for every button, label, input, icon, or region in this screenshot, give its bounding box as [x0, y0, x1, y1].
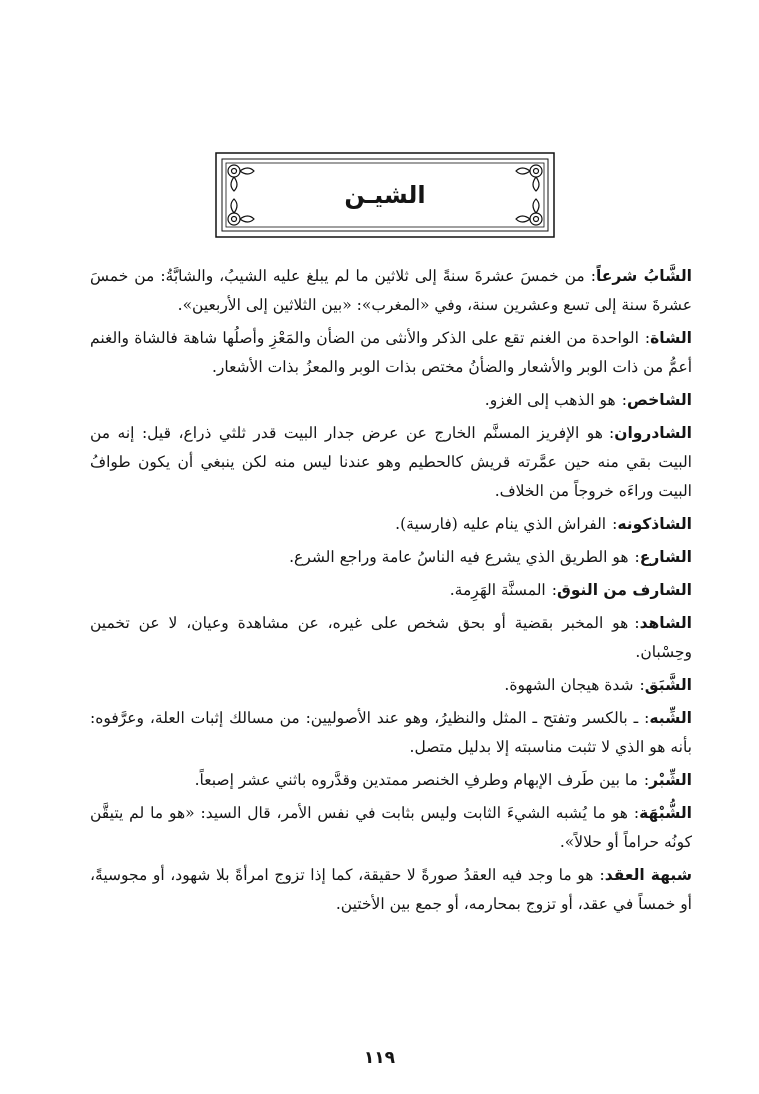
- entry-separator: :: [608, 424, 615, 442]
- entry-separator: :: [644, 329, 651, 347]
- entry-term: الشاهد: [639, 614, 692, 632]
- entry-separator: :: [639, 676, 645, 694]
- dictionary-entries: [90, 262, 692, 923]
- entry-term: الشِّبه: [649, 709, 692, 727]
- entry-separator: :: [643, 771, 650, 789]
- entry-definition: هو الإفريز المسنَّم الخارج عن عرض جدار البيت قدر ثلثي ذراع، قيل: إنه من البيت بقي منه حين عمَّرته قريش كالحطيم وهو عندنا ليس منه لكن ينبغي أن يكون طوافُ البيت وراءَه خروجاً من الخلاف.: [90, 424, 692, 500]
- entry-separator: :: [634, 614, 640, 632]
- page-number: ١١٩: [363, 1048, 396, 1068]
- entry-definition: ـ بالكسر وتفتح ـ المثل والنظيرُ، وهو عند الأصوليين: من مسالك إثبات العلة، وعرَّفوه: بأنه هو الذي لا تثبت مناسبته إلا بدليل متصل.: [90, 709, 692, 756]
- entry-term: الشارع: [639, 548, 692, 566]
- entry-definition: من خمسَ عشرةَ سنةً إلى ثلاثين ما لم يبلغ عليه الشيبُ، والشابَّةُ: من خمسَ عشرةَ سنة إلى تسع وعشرين سنة، وفي «المغرب»: «بين الثلاثين إلى الأربعين».: [90, 267, 692, 314]
- entry: [90, 671, 692, 700]
- entry-definition: هو ما وجد فيه العقدُ صورةً لا حقيقة، كما إذا تزوج امرأةً بلا شهود، أو مجوسيةً، أو خمساً في عقد، أو تزوج بمحارمه، أو جمع بين الأختين.: [90, 866, 692, 913]
- entry: [90, 386, 692, 415]
- entry-term: الشَّبَق: [644, 676, 692, 694]
- entry-definition: هو الذهب إلى الغزو.: [484, 391, 616, 409]
- entry-term: الشاة: [650, 329, 692, 347]
- entry-term: شبهة العقد: [604, 866, 693, 884]
- entry-term: الشَّابُ شرعاً: [595, 267, 692, 285]
- entry-separator: :: [621, 391, 627, 409]
- entry-definition: ما بين طَرف الإبهام وطرفِ الخنصر ممتدين وقدَّروه باثني عشر إصبعاً.: [194, 771, 638, 789]
- entry-term: الشاخص: [626, 391, 692, 409]
- entry: [90, 766, 692, 795]
- chapter-title: الشيـن: [344, 181, 426, 209]
- entry: [90, 262, 692, 320]
- entry: [90, 799, 692, 857]
- entry-separator: :: [551, 581, 557, 599]
- entry-separator: :: [612, 515, 618, 533]
- entry-definition: الفراش الذي ينام عليه (فارسية).: [395, 515, 607, 533]
- entry-definition: هو ما يُشبه الشيءَ الثابت وليس بثابت في نفس الأمر، قال السيد: «هو ما لم يتيقَّن كونُه حراماً أو حلالاً».: [90, 804, 692, 851]
- entry-term: الشِّبْر: [649, 771, 692, 789]
- entry-separator: :: [599, 866, 605, 884]
- entry: [90, 510, 692, 539]
- chapter-header-frame: [215, 152, 555, 238]
- entry-separator: :: [644, 709, 650, 727]
- entry: [90, 419, 692, 506]
- entry: [90, 576, 692, 605]
- entry: [90, 324, 692, 382]
- entry-separator: :: [634, 548, 640, 566]
- entry-definition: هو الطريق الذي يشرع فيه الناسُ عامة وراجع الشرع.: [289, 548, 629, 566]
- entry-term: الشاذكونه: [617, 515, 692, 533]
- entry: [90, 861, 692, 919]
- entry-definition: شدة هيجان الشهوة.: [504, 676, 634, 694]
- entry-term: الشادروان: [614, 424, 692, 442]
- entry-definition: الواحدة من الغنم تقع على الذكر والأنثى من الضأن والمَعْزِ وأصلُها شاهة فالشاة والغنم أعمُّ من ذات الوبر والأشعار والضأنُ مختص بذات الوبر والمعزُ بذات الأشعار.: [90, 329, 692, 376]
- entry-definition: هو المخبر بقضية أو بحق شخص على غيره، عن مشاهدة وعيان، لا عن تخمين وحِسْبان.: [90, 614, 692, 661]
- entry-separator: :: [590, 267, 596, 285]
- entry: [90, 704, 692, 762]
- entry-separator: :: [633, 804, 640, 822]
- entry: [90, 609, 692, 667]
- entry-term: الشارف من النوق: [556, 581, 692, 599]
- entry: [90, 543, 692, 572]
- entry-term: الشُّبْهَة: [639, 804, 692, 822]
- entry-definition: المسنَّة الهَرِمة.: [449, 581, 546, 599]
